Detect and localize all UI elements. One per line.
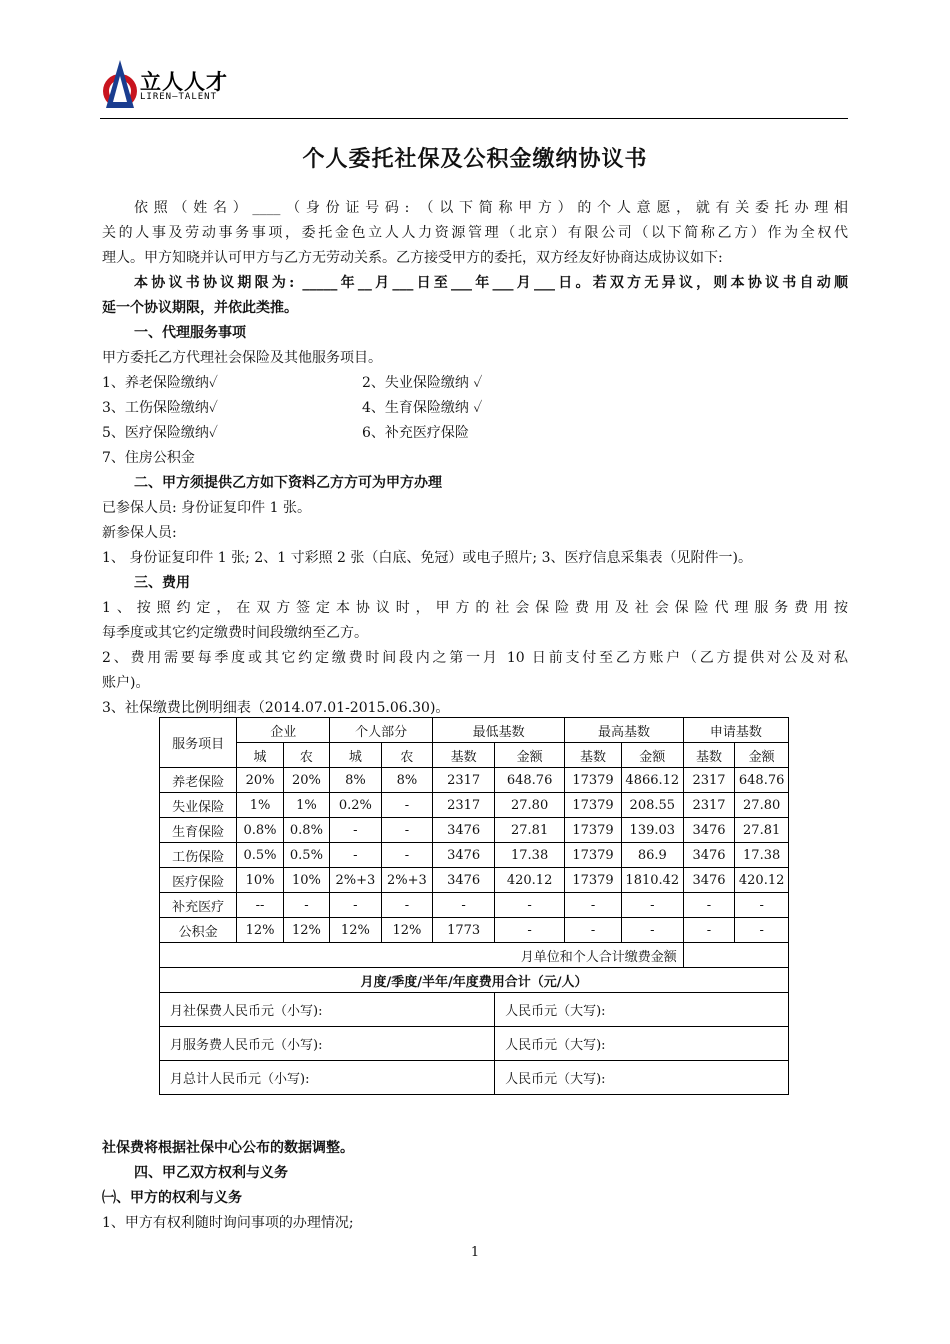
table-row xyxy=(160,818,789,843)
sum-small-label: 月社保费人民币元（小写): xyxy=(160,993,495,1027)
sum-capital-label: 人民币元（大写): xyxy=(495,1027,789,1061)
intro-line-3: 理人。甲方知晓并认可甲方与乙方无劳动关系。乙方接受甲方的委托，双方经友好协商达成协议如下: xyxy=(102,250,723,266)
page-number: 1 xyxy=(470,1245,480,1260)
section3-line: 每季度或其它约定缴费时间段缴纳至乙方。 xyxy=(102,625,368,641)
term-line-2: 延一个协议期限，并依此类推。 xyxy=(102,300,298,316)
table-cell: 12% xyxy=(330,918,382,943)
table-cell: 86.9 xyxy=(621,843,683,868)
table-cell: - xyxy=(735,893,789,918)
table-cell: - xyxy=(283,893,329,918)
section2-line: 已参保人员: 身份证复印件 1 张。 xyxy=(102,500,311,516)
table-cell: 20% xyxy=(283,768,329,793)
table-cell: 2317 xyxy=(433,768,495,793)
table-cell: - xyxy=(495,893,565,918)
term-line-1: 本协议书协议期限为: _____年__月___日至___年___月___日。若双方无异议，则本协议书自动顺 xyxy=(134,275,848,291)
table-cell: 8% xyxy=(381,768,433,793)
section4-line: 1、甲方有权利随时询问事项的办理情况; xyxy=(102,1215,354,1231)
header-rule xyxy=(100,118,848,119)
table-cell: 2317 xyxy=(683,768,735,793)
fee-rows xyxy=(160,768,789,943)
section3-line: 3、社保缴费比例明细表（2014.07.01-2015.06.30)。 xyxy=(102,700,450,716)
header-cell: 基数 xyxy=(683,743,735,768)
table-cell: 208.55 xyxy=(621,793,683,818)
section1-heading: 一、代理服务事项 xyxy=(134,325,246,341)
table-cell: 0.5% xyxy=(237,843,283,868)
table-cell: 27.81 xyxy=(735,818,789,843)
section3-heading: 三、费用 xyxy=(134,575,190,591)
table-cell: -- xyxy=(237,893,283,918)
table-cell: - xyxy=(381,793,433,818)
row-label-cell: 失业保险 xyxy=(160,793,237,818)
header-cell: 城 xyxy=(330,743,382,768)
header-cell: 申请基数 xyxy=(683,718,788,743)
section3-line: 2、费用需要每季度或其它约定缴费时间段内之第一月 10 日前支付至乙方账户（乙方提供对公及对私 xyxy=(102,650,848,666)
fee-table xyxy=(159,717,789,1095)
section2-line: 1、 身份证复印件 1 张; 2、1 寸彩照 2 张（白底、免冠）或电子照片; 3、医疗信息采集表（见附件一)。 xyxy=(102,550,752,566)
row-label-cell: 补充医疗 xyxy=(160,893,237,918)
table-cell: 420.12 xyxy=(735,868,789,893)
table-cell: - xyxy=(381,818,433,843)
service-item: 1、养老保险缴纳✓ xyxy=(102,375,218,391)
table-cell: 2%+3 xyxy=(381,868,433,893)
table-cell: 3476 xyxy=(683,843,735,868)
monthly-total-value xyxy=(683,943,788,968)
sum-small-label: 月总计人民币元（小写): xyxy=(160,1061,495,1095)
adjust-note: 社保费将根据社保中心公布的数据调整。 xyxy=(102,1140,354,1156)
row-label-cell: 生育保险 xyxy=(160,818,237,843)
table-cell: - xyxy=(433,893,495,918)
table-cell: 3476 xyxy=(683,868,735,893)
table-cell: 1773 xyxy=(433,918,495,943)
table-cell: 12% xyxy=(381,918,433,943)
sum-capital-label: 人民币元（大写): xyxy=(495,993,789,1027)
table-row xyxy=(160,768,789,793)
table-row xyxy=(160,868,789,893)
row-label-cell: 医疗保险 xyxy=(160,868,237,893)
table-cell: - xyxy=(565,918,622,943)
table-cell: - xyxy=(621,893,683,918)
service-item: 4、生育保险缴纳 ✓ xyxy=(362,400,483,416)
table-cell: 27.80 xyxy=(735,793,789,818)
logo-text: 立人人才 xyxy=(140,70,228,94)
header-cell: 农 xyxy=(283,743,329,768)
table-cell: 10% xyxy=(237,868,283,893)
table-cell: - xyxy=(735,918,789,943)
table-cell: 27.81 xyxy=(495,818,565,843)
table-cell: 17379 xyxy=(565,843,622,868)
document-title: 个人委托社保及公积金缴纳协议书 xyxy=(302,146,648,172)
section1-desc: 甲方委托乙方代理社会保险及其他服务项目。 xyxy=(102,350,382,366)
table-cell: 648.76 xyxy=(495,768,565,793)
table-cell: 1% xyxy=(237,793,283,818)
sum-row xyxy=(160,993,789,1027)
table-cell: - xyxy=(683,918,735,943)
header-cell: 企业 xyxy=(237,718,330,743)
period-total-row xyxy=(160,968,789,993)
section2-line: 新参保人员: xyxy=(102,525,177,541)
sum-row xyxy=(160,1027,789,1061)
company-logo xyxy=(100,58,250,118)
table-cell: 8% xyxy=(330,768,382,793)
table-cell: 2317 xyxy=(683,793,735,818)
table-cell: 17379 xyxy=(565,818,622,843)
period-total-label: 月度/季度/半年/年度费用合计（元/人） xyxy=(160,968,789,993)
header-cell: 农 xyxy=(381,743,433,768)
table-cell: - xyxy=(381,893,433,918)
service-item: 2、失业保险缴纳 ✓ xyxy=(362,375,483,391)
table-cell: 0.2% xyxy=(330,793,382,818)
table-cell: 3476 xyxy=(683,818,735,843)
table-cell: 27.80 xyxy=(495,793,565,818)
table-cell: 17379 xyxy=(565,868,622,893)
table-cell: - xyxy=(381,843,433,868)
table-cell: 139.03 xyxy=(621,818,683,843)
service-item: 3、工伤保险缴纳✓ xyxy=(102,400,218,416)
table-cell: 3476 xyxy=(433,843,495,868)
table-cell: 12% xyxy=(237,918,283,943)
table-cell: 17379 xyxy=(565,768,622,793)
header-cell: 金额 xyxy=(735,743,789,768)
table-cell: 1% xyxy=(283,793,329,818)
sum-capital-label: 人民币元（大写): xyxy=(495,1061,789,1095)
service-item: 6、补充医疗保险 xyxy=(362,425,469,441)
section2-heading: 二、甲方须提供乙方如下资料乙方方可为甲方办理 xyxy=(134,475,442,491)
table-row xyxy=(160,893,789,918)
table-cell: 1810.42 xyxy=(621,868,683,893)
header-cell: 个人部分 xyxy=(330,718,433,743)
logo-subtext: LIREN—TALENT xyxy=(140,92,218,102)
table-cell: - xyxy=(565,893,622,918)
table-cell: 0.5% xyxy=(283,843,329,868)
table-cell: 3476 xyxy=(433,818,495,843)
sum-row xyxy=(160,1061,789,1095)
table-cell: 12% xyxy=(283,918,329,943)
table-header-row xyxy=(160,718,789,743)
monthly-total-label: 月单位和个人合计缴费金额 xyxy=(160,943,684,968)
table-cell: - xyxy=(621,918,683,943)
table-cell: 20% xyxy=(237,768,283,793)
table-cell: 17.38 xyxy=(735,843,789,868)
table-cell: 2317 xyxy=(433,793,495,818)
table-cell: 3476 xyxy=(433,868,495,893)
section4-heading: 四、甲乙双方权利与义务 xyxy=(134,1165,288,1181)
row-label-cell: 工伤保险 xyxy=(160,843,237,868)
header-cell: 服务项目 xyxy=(160,718,237,768)
table-cell: 420.12 xyxy=(495,868,565,893)
table-row xyxy=(160,793,789,818)
table-cell: 648.76 xyxy=(735,768,789,793)
table-cell: 0.8% xyxy=(283,818,329,843)
table-cell: - xyxy=(330,818,382,843)
table-cell: 2%+3 xyxy=(330,868,382,893)
service-item: 5、医疗保险缴纳✓ xyxy=(102,425,218,441)
table-row xyxy=(160,843,789,868)
table-row xyxy=(160,918,789,943)
table-cell: - xyxy=(683,893,735,918)
header-cell: 基数 xyxy=(433,743,495,768)
table-cell: - xyxy=(330,843,382,868)
header-cell: 金额 xyxy=(495,743,565,768)
table-cell: 17.38 xyxy=(495,843,565,868)
logo-emblem-icon xyxy=(100,58,140,118)
header-cell: 基数 xyxy=(565,743,622,768)
row-label-cell: 养老保险 xyxy=(160,768,237,793)
table-cell: 0.8% xyxy=(237,818,283,843)
header-cell: 最高基数 xyxy=(565,718,684,743)
table-cell: 10% xyxy=(283,868,329,893)
table-cell: - xyxy=(330,893,382,918)
sum-small-label: 月服务费人民币元（小写): xyxy=(160,1027,495,1061)
section3-line: 账户)。 xyxy=(102,675,150,691)
intro-line-1: 依照（姓名）____（身份证号码: （以下简称甲方）的个人意愿，就有关委托办理相 xyxy=(134,200,848,216)
table-cell: - xyxy=(495,918,565,943)
section3-line: 1、按照约定，在双方签定本协议时，甲方的社会保险费用及社会保险代理服务费用按 xyxy=(102,600,848,616)
header-cell: 最低基数 xyxy=(433,718,565,743)
service-item: 7、住房公积金 xyxy=(102,450,195,466)
intro-line-2: 关的人事及劳动事务事项，委托金色立人人力资源管理（北京）有限公司（以下简称乙方）作为全权代 xyxy=(102,225,848,241)
table-header-row xyxy=(160,743,789,768)
table-cell: 17379 xyxy=(565,793,622,818)
header-cell: 城 xyxy=(237,743,283,768)
table-cell: 4866.12 xyxy=(621,768,683,793)
monthly-total-row xyxy=(160,943,789,968)
header-cell: 金额 xyxy=(621,743,683,768)
row-label-cell: 公积金 xyxy=(160,918,237,943)
section4-sub: ㈠、甲方的权利与义务 xyxy=(102,1190,242,1206)
